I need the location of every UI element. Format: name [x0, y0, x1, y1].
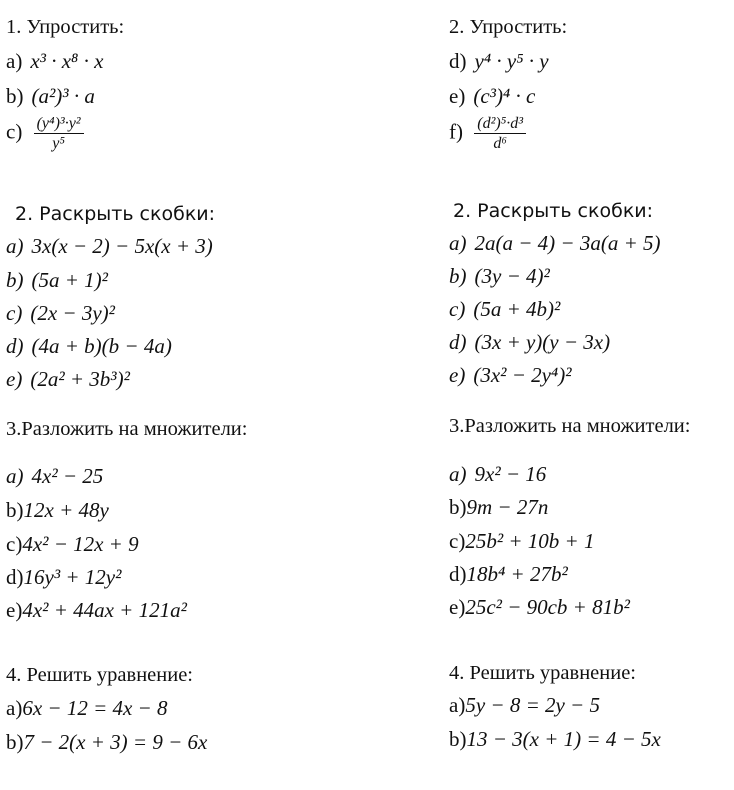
list-item: b) (3y − 4)² — [449, 264, 550, 288]
list-item: c) $\frac{\text{(y⁴)³·y²}}{\text{y⁵}}$ — [6, 114, 84, 153]
list-item: b) (5a + 1)² — [6, 268, 108, 292]
list-item: c)25b² + 10b + 1 — [449, 529, 595, 553]
list-item: c) (2x − 3y)² — [6, 301, 115, 325]
list-item: d)18b⁴ + 27b² — [449, 562, 568, 586]
section-title-solve: 4. Решить уравнение: — [449, 662, 637, 684]
list-item: f) $\frac{\text{(d²)⁵·d³}}{\text{d⁶}}$ — [449, 114, 526, 153]
list-item: a) x³ · x⁸ · x — [6, 49, 104, 73]
list-item: d) (3x + y)(y − 3x) — [449, 330, 611, 354]
list-item: e)4x² + 44ax + 121a² — [6, 598, 187, 622]
section-title-factor: 3.Разложить на множители: — [6, 418, 248, 440]
list-item: c) (5a + 4b)² — [449, 297, 561, 321]
section-title-solve: 4. Решить уравнение: — [6, 664, 194, 686]
section-title-simplify: 1. Упростить: — [6, 16, 125, 38]
fraction: $\frac{\text{(d²)⁵·d³}}{\text{d⁶}}$ — [474, 114, 526, 153]
list-item: e)25c² − 90cb + 81b² — [449, 595, 630, 619]
section-title-expand: 2. Раскрыть скобки: — [15, 203, 216, 225]
list-item: a) 2a(a − 4) − 3a(a + 5) — [449, 231, 661, 255]
list-item: e) (2a² + 3b³)² — [6, 367, 130, 391]
list-item: b)13 − 3(x + 1) = 4 − 5x — [449, 727, 661, 751]
list-item: e) (c³)⁴ · c — [449, 84, 536, 108]
section-title-factor: 3.Разложить на множители: — [449, 415, 691, 437]
list-item: c)4x² − 12x + 9 — [6, 532, 139, 556]
list-item: a)6x − 12 = 4x − 8 — [6, 696, 168, 720]
list-item: b)9m − 27n — [449, 495, 549, 519]
list-item: a)5y − 8 = 2y − 5 — [449, 693, 600, 717]
list-item: b)12x + 48y — [6, 498, 109, 522]
list-item: d)16y³ + 12y² — [6, 565, 122, 589]
list-item: b)7 − 2(x + 3) = 9 − 6x — [6, 730, 208, 754]
list-item: a) 9x² − 16 — [449, 462, 547, 486]
list-item: d) y⁴ · y⁵ · y — [449, 49, 549, 73]
list-item: b) (a²)³ · a — [6, 84, 95, 108]
list-item: a) 4x² − 25 — [6, 464, 104, 488]
section-title-expand: 2. Раскрыть скобки: — [453, 200, 654, 222]
list-item: d) (4a + b)(b − 4a) — [6, 334, 172, 358]
list-item: a) 3x(x − 2) − 5x(x + 3) — [6, 234, 213, 258]
section-title-simplify: 2. Упростить: — [449, 16, 568, 38]
fraction: $\frac{\text{(y⁴)³·y²}}{\text{y⁵}}$ — [34, 114, 84, 153]
list-item: e) (3x² − 2y⁴)² — [449, 363, 572, 387]
